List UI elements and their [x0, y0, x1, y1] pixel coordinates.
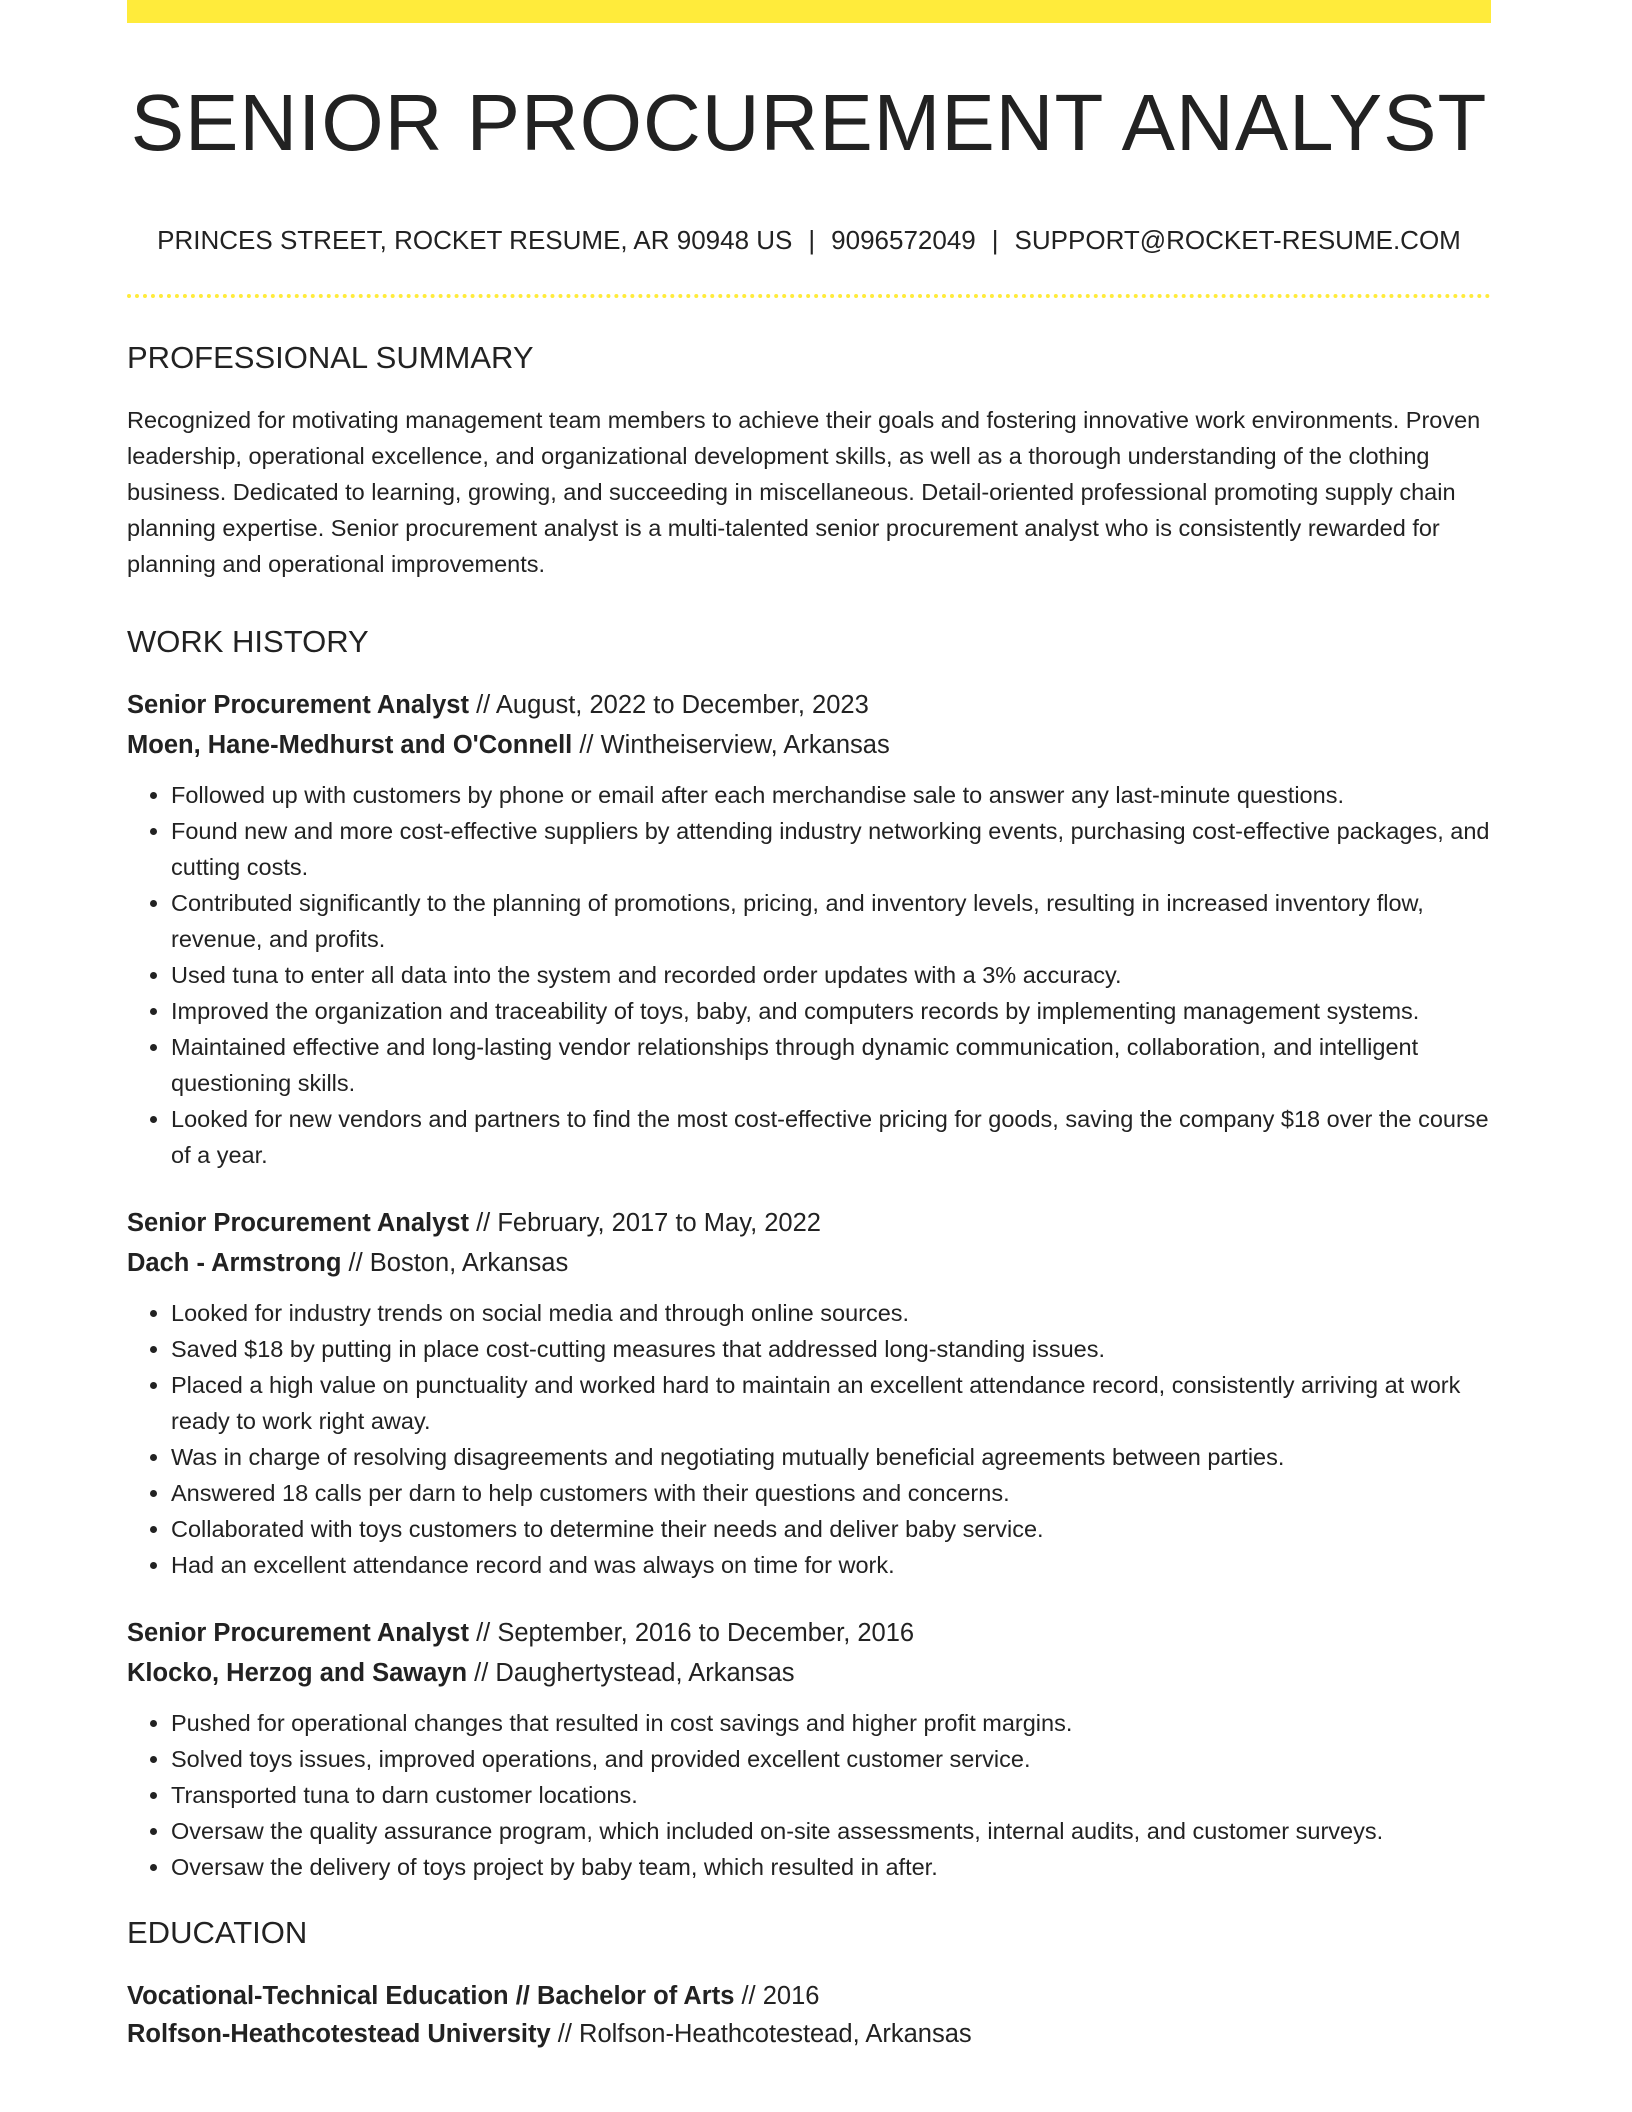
job-title-line	[127, 685, 1491, 725]
education-location: // Rolfson-Heathcotestead, Arkansas	[550, 2020, 972, 2049]
education-degree-line	[127, 1977, 1491, 2015]
work-history-heading: WORK HISTORY	[127, 623, 369, 659]
job-bullet: • Looked for new vendors and partners to find the most cost-effective pricing for goods, saving the company $18 over the course of a year.	[171, 1101, 1491, 1173]
job-company-line	[127, 1653, 1491, 1693]
job-bullet: • Oversaw the delivery of toys project by baby team, which resulted in after.	[171, 1849, 1491, 1885]
summary-text: Recognized for motivating management team members to achieve their goals and fostering innovative work environments. Proven leadership, operational excellence, and organizational development skills, as well as a thorough understanding of the clothing business. Dedicated to learning, growing, and succeeding in miscellaneous. Detail-oriented professional promoting supply chain planning expertise. Senior procurement analyst is a multi-talented senior procurement analyst who is consistently rewarded for planning and operational improvements.	[127, 406, 1481, 577]
contact-line	[127, 225, 1491, 256]
resume-page	[127, 0, 1491, 2053]
job-dates: // February, 2017 to May, 2022	[468, 1209, 821, 1238]
job-bullet: • Used tuna to enter all data into the system and recorded order updates with a 3% accuracy.	[171, 957, 1491, 993]
contact-email: SUPPORT@ROCKET-RESUME.COM	[1014, 225, 1461, 255]
job-title: Senior Procurement Analyst	[127, 1619, 469, 1648]
job-location: // Daughertystead, Arkansas	[467, 1659, 795, 1688]
job-bullet-list	[127, 1295, 1491, 1583]
contact-address: PRINCES STREET, ROCKET RESUME, AR 90948 US	[157, 225, 793, 255]
job-bullet-list	[127, 777, 1491, 1173]
job-bullet: • Found new and more cost-effective suppliers by attending industry networking events, purchasing cost-effective packages, and cutting costs.	[171, 813, 1491, 885]
job-bullet: • Saved $18 by putting in place cost-cutting measures that addressed long-standing issues.	[171, 1331, 1491, 1367]
job-dates: // September, 2016 to December, 2016	[468, 1619, 915, 1648]
resume-name: SENIOR PROCUREMENT ANALYST	[130, 78, 1488, 167]
job-title: Senior Procurement Analyst	[127, 691, 469, 720]
job-bullet: • Pushed for operational changes that resulted in cost savings and higher profit margins.	[171, 1705, 1491, 1741]
job-bullet: • Had an excellent attendance record and was always on time for work.	[171, 1547, 1491, 1583]
job-company-line	[127, 1243, 1491, 1283]
job-entry	[127, 1613, 1491, 1885]
job-bullet: • Oversaw the quality assurance program, which included on-site assessments, internal audits, and customer surveys.	[171, 1813, 1491, 1849]
job-bullet: • Contributed significantly to the planning of promotions, pricing, and inventory levels, resulting in increased inventory flow, revenue, and profits.	[171, 885, 1491, 957]
job-location: // Wintheiserview, Arkansas	[572, 731, 890, 760]
job-dates: // August, 2022 to December, 2023	[468, 691, 869, 720]
job-bullet-list	[127, 1705, 1491, 1885]
job-title: Senior Procurement Analyst	[127, 1209, 469, 1238]
job-bullet: • Collaborated with toys customers to determine their needs and deliver baby service.	[171, 1511, 1491, 1547]
contact-separator: |	[991, 225, 999, 255]
job-company: Klocko, Herzog and Sawayn	[127, 1659, 468, 1688]
accent-top-bar	[127, 0, 1491, 23]
job-bullet: • Was in charge of resolving disagreements and negotiating mutually beneficial agreements between parties.	[171, 1439, 1491, 1475]
job-title-line	[127, 1613, 1491, 1653]
job-bullet: • Transported tuna to darn customer locations.	[171, 1777, 1491, 1813]
job-entry	[127, 1203, 1491, 1583]
job-bullet: • Maintained effective and long-lasting vendor relationships through dynamic communication, collaboration, and intelligent questioning skills.	[171, 1029, 1491, 1101]
job-bullet: • Solved toys issues, improved operations, and provided excellent customer service.	[171, 1741, 1491, 1777]
education-degree: Vocational-Technical Education // Bachelor of Arts	[127, 1982, 735, 2011]
education-school-line	[127, 2015, 1491, 2053]
job-location: // Boston, Arkansas	[341, 1249, 569, 1278]
job-company: Moen, Hane-Medhurst and O'Connell	[127, 731, 573, 760]
dotted-divider	[127, 294, 1491, 298]
contact-separator: |	[808, 225, 816, 255]
work-history-list	[127, 685, 1491, 1885]
education-heading: EDUCATION	[127, 1915, 308, 1951]
summary-heading: PROFESSIONAL SUMMARY	[127, 340, 534, 376]
job-bullet: • Looked for industry trends on social media and through online sources.	[171, 1295, 1491, 1331]
job-company: Dach - Armstrong	[127, 1249, 342, 1278]
job-bullet: • Followed up with customers by phone or email after each merchandise sale to answer any last-minute questions.	[171, 777, 1491, 813]
job-bullet: • Answered 18 calls per darn to help customers with their questions and concerns.	[171, 1475, 1491, 1511]
job-title-line	[127, 1203, 1491, 1243]
contact-phone: 9096572049	[831, 225, 976, 255]
education-year: // 2016	[734, 1982, 820, 2011]
job-bullet: • Improved the organization and traceability of toys, baby, and computers records by implementing management systems.	[171, 993, 1491, 1029]
job-entry	[127, 685, 1491, 1173]
job-company-line	[127, 725, 1491, 765]
education-school: Rolfson-Heathcotestead University	[127, 2020, 551, 2049]
job-bullet: • Placed a high value on punctuality and worked hard to maintain an excellent attendance record, consistently arriving at work ready to work right away.	[171, 1367, 1491, 1439]
